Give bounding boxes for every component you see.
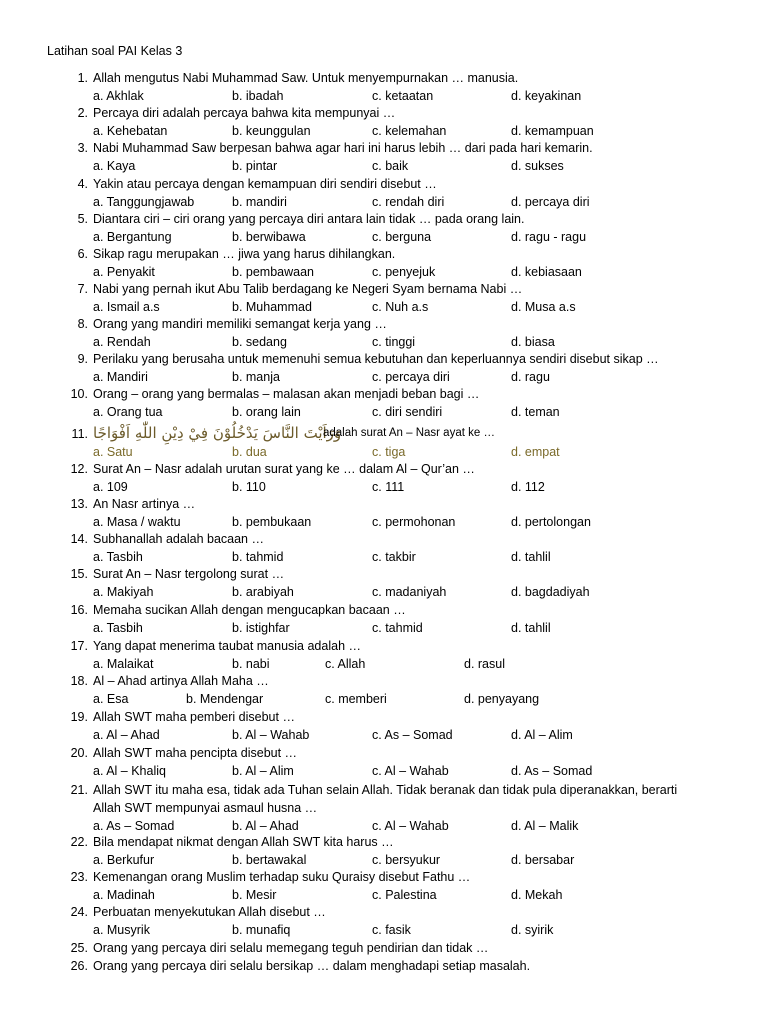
question-number: 8. — [77, 317, 88, 331]
option-a: a. Tasbih — [93, 621, 143, 635]
option-c: c. tiga — [372, 445, 406, 459]
question-text: Nabi yang pernah ikut Abu Talib berdagang ke Negeri Syam bernama Nabi … — [93, 282, 523, 296]
option-a: a. Masa / waktu — [93, 515, 181, 529]
question-number: 13. — [70, 497, 88, 511]
option-c: c. As – Somad — [372, 728, 453, 742]
question-text: Surat An – Nasr adalah urutan surat yang ke … dalam Al – Qur’an … — [93, 462, 475, 476]
question-number: 17. — [70, 639, 88, 653]
option-a: a. Al – Khaliq — [93, 764, 166, 778]
option-b: b. 110 — [232, 480, 266, 494]
option-b: b. Mendengar — [186, 692, 264, 706]
question-text: Nabi Muhammad Saw berpesan bahwa agar hari ini harus lebih … dari pada hari kemarin. — [93, 141, 593, 155]
option-c: c. Allah — [325, 657, 366, 671]
question-number: 21. — [70, 783, 88, 797]
option-b: b. Al – Ahad — [232, 819, 299, 833]
option-d: d. bersabar — [511, 853, 575, 867]
option-b: b. nabi — [232, 657, 270, 671]
question-text: Orang yang mandiri memiliki semangat kerja yang … — [93, 317, 387, 331]
question-number: 24. — [70, 905, 88, 919]
question-text: Percaya diri adalah percaya bahwa kita mempunyai … — [93, 106, 396, 120]
question-text: Al – Ahad artinya Allah Maha … — [93, 674, 269, 688]
option-a: a. Tanggungjawab — [93, 195, 195, 209]
option-a: a. Bergantung — [93, 230, 172, 244]
option-c: c. 111 — [372, 480, 405, 494]
question-number: 22. — [70, 835, 88, 849]
option-c: c. Palestina — [372, 888, 437, 902]
option-c: c. diri sendiri — [372, 405, 443, 419]
question-text: Orang yang percaya diri selalu memegang teguh pendirian dan tidak … — [93, 941, 489, 955]
option-d: d. empat — [511, 445, 560, 459]
question-text: Perilaku yang berusaha untuk memenuhi semua kebutuhan dan keperluannya sendiri disebut sikap … — [93, 352, 659, 366]
question-text-continued: Allah SWT mempunyai asmaul husna … — [93, 801, 318, 815]
option-b: b. istighfar — [232, 621, 290, 635]
question-text: Surat An – Nasr tergolong surat … — [93, 567, 285, 581]
option-a: a. Esa — [93, 692, 129, 706]
question-text: Perbuatan menyekutukan Allah disebut … — [93, 905, 326, 919]
option-d: d. tahlil — [511, 550, 551, 564]
option-c: c. baik — [372, 159, 409, 173]
option-a: a. Satu — [93, 445, 133, 459]
question-number: 10. — [70, 387, 88, 401]
option-a: a. Madinah — [93, 888, 155, 902]
option-d: d. kebiasaan — [511, 265, 582, 279]
option-d: d. bagdadiyah — [511, 585, 590, 599]
option-c: c. penyejuk — [372, 265, 436, 279]
question-text: Allah SWT maha pemberi disebut … — [93, 710, 295, 724]
question-text: Sikap ragu merupakan … jiwa yang harus dihilangkan. — [93, 247, 396, 261]
option-b: b. manja — [232, 370, 280, 384]
question-number: 5. — [77, 212, 88, 226]
option-d: d. Al – Malik — [511, 819, 579, 833]
option-d: d. Al – Alim — [511, 728, 573, 742]
question-number: 7. — [77, 282, 88, 296]
question-number: 18. — [70, 674, 88, 688]
question-number: 26. — [70, 959, 88, 973]
option-c: c. ketaatan — [372, 89, 434, 103]
option-a: a. Tasbih — [93, 550, 143, 564]
question-number: 4. — [77, 177, 88, 191]
question-number: 20. — [70, 746, 88, 760]
option-a: a. 109 — [93, 480, 128, 494]
question-text: Yang dapat menerima taubat manusia adalah … — [93, 639, 361, 653]
option-d: d. kemampuan — [511, 124, 594, 138]
option-b: b. Al – Wahab — [232, 728, 310, 742]
option-b: b. sedang — [232, 335, 287, 349]
option-b: b. Al – Alim — [232, 764, 294, 778]
option-c: c. tahmid — [372, 621, 423, 635]
option-c: c. berguna — [372, 230, 432, 244]
question-number: 16. — [70, 603, 88, 617]
option-b: b. bertawakal — [232, 853, 307, 867]
option-b: b. tahmid — [232, 550, 284, 564]
question-number: 14. — [70, 532, 88, 546]
option-b: b. mandiri — [232, 195, 287, 209]
question-text: Diantara ciri – ciri orang yang percaya diri antara lain tidak … pada orang lain. — [93, 212, 525, 226]
option-c: c. Al – Wahab — [372, 764, 449, 778]
option-b: b. berwibawa — [232, 230, 306, 244]
question-number: 3. — [77, 141, 88, 155]
option-a: a. As – Somad — [93, 819, 175, 833]
option-d: d. rasul — [464, 657, 505, 671]
question-number: 9. — [77, 352, 88, 366]
question-text: adalah surat An – Nasr ayat ke … — [323, 427, 495, 439]
question-number: 11. — [71, 427, 88, 441]
option-a: a. Kehebatan — [93, 124, 168, 138]
option-b: b. pembawaan — [232, 265, 315, 279]
question-number: 2. — [77, 106, 88, 120]
question-text: Subhanallah adalah bacaan … — [93, 532, 264, 546]
question-number: 15. — [70, 567, 88, 581]
option-c: c. Al – Wahab — [372, 819, 449, 833]
question-text: An Nasr artinya … — [93, 497, 196, 511]
option-c: c. madaniyah — [372, 585, 447, 599]
question-text: Kemenangan orang Muslim terhadap suku Quraisy disebut Fathu … — [93, 870, 471, 884]
option-a: a. Rendah — [93, 335, 151, 349]
option-d: d. pertolongan — [511, 515, 591, 529]
option-c: c. Nuh a.s — [372, 300, 429, 314]
option-b: b. Mesir — [232, 888, 277, 902]
option-a: a. Musyrik — [93, 923, 150, 937]
option-d: d. Mekah — [511, 888, 563, 902]
option-b: b. orang lain — [232, 405, 301, 419]
option-d: d. ragu - ragu — [511, 230, 587, 244]
option-c: c. takbir — [372, 550, 416, 564]
option-d: d. tahlil — [511, 621, 551, 635]
option-c: c. kelemahan — [372, 124, 447, 138]
option-b: b. dua — [232, 445, 267, 459]
question-text: Allah SWT itu maha esa, tidak ada Tuhan selain Allah. Tidak beranak dan tidak pula diperanakkan, berarti — [93, 783, 678, 797]
option-d: d. sukses — [511, 159, 564, 173]
option-a: a. Kaya — [93, 159, 136, 173]
option-b: b. ibadah — [232, 89, 284, 103]
option-a: a. Orang tua — [93, 405, 163, 419]
question-number: 6. — [77, 247, 88, 261]
arabic-verse: وَرَاَيْتَ النَّاسَ يَدْخُلُوْنَ فِيْ دِيْنِ اللّٰهِ اَفْوَاجًا — [93, 424, 342, 442]
option-a: a. Berkufur — [93, 853, 155, 867]
option-c: c. permohonan — [372, 515, 456, 529]
option-d: d. ragu — [511, 370, 550, 384]
option-d: d. teman — [511, 405, 560, 419]
option-d: d. Musa a.s — [511, 300, 576, 314]
option-b: b. pembukaan — [232, 515, 312, 529]
option-c: c. bersyukur — [372, 853, 441, 867]
question-text: Yakin atau percaya dengan kemampuan diri sendiri disebut … — [93, 177, 437, 191]
option-c: c. tinggi — [372, 335, 416, 349]
document-title: Latihan soal PAI Kelas 3 — [47, 44, 183, 58]
option-a: a. Akhlak — [93, 89, 144, 103]
question-text: Bila mendapat nikmat dengan Allah SWT kita harus … — [93, 835, 394, 849]
question-text: Orang yang percaya diri selalu bersikap … dalam menghadapi setiap masalah. — [93, 959, 531, 973]
option-a: a. Al – Ahad — [93, 728, 160, 742]
option-d: d. keyakinan — [511, 89, 582, 103]
option-d: d. As – Somad — [511, 764, 593, 778]
option-d: d. percaya diri — [511, 195, 590, 209]
option-a: a. Ismail a.s — [93, 300, 160, 314]
option-d: d. 112 — [511, 480, 545, 494]
question-number: 12. — [70, 462, 88, 476]
question-number: 1. — [77, 71, 88, 85]
option-c: c. rendah diri — [372, 195, 445, 209]
option-a: a. Penyakit — [93, 265, 155, 279]
option-c: c. memberi — [325, 692, 387, 706]
option-b: b. arabiyah — [232, 585, 294, 599]
option-b: b. Muhammad — [232, 300, 312, 314]
question-number: 23. — [70, 870, 88, 884]
option-b: b. keunggulan — [232, 124, 311, 138]
question-text: Allah SWT maha pencipta disebut … — [93, 746, 298, 760]
question-text: Orang – orang yang bermalas – malasan akan menjadi beban bagi … — [93, 387, 480, 401]
question-number: 25. — [70, 941, 88, 955]
question-text: Memaha sucikan Allah dengan mengucapkan bacaan … — [93, 603, 406, 617]
option-d: d. biasa — [511, 335, 555, 349]
option-d: d. penyayang — [464, 692, 540, 706]
option-c: c. percaya diri — [372, 370, 450, 384]
option-d: d. syirik — [511, 923, 554, 937]
question-number: 19. — [70, 710, 88, 724]
option-a: a. Mandiri — [93, 370, 148, 384]
option-c: c. fasik — [372, 923, 411, 937]
option-a: a. Malaikat — [93, 657, 154, 671]
option-b: b. pintar — [232, 159, 278, 173]
question-text: Allah mengutus Nabi Muhammad Saw. Untuk menyempurnakan … manusia. — [93, 71, 519, 85]
option-b: b. munafiq — [232, 923, 291, 937]
option-a: a. Makiyah — [93, 585, 154, 599]
